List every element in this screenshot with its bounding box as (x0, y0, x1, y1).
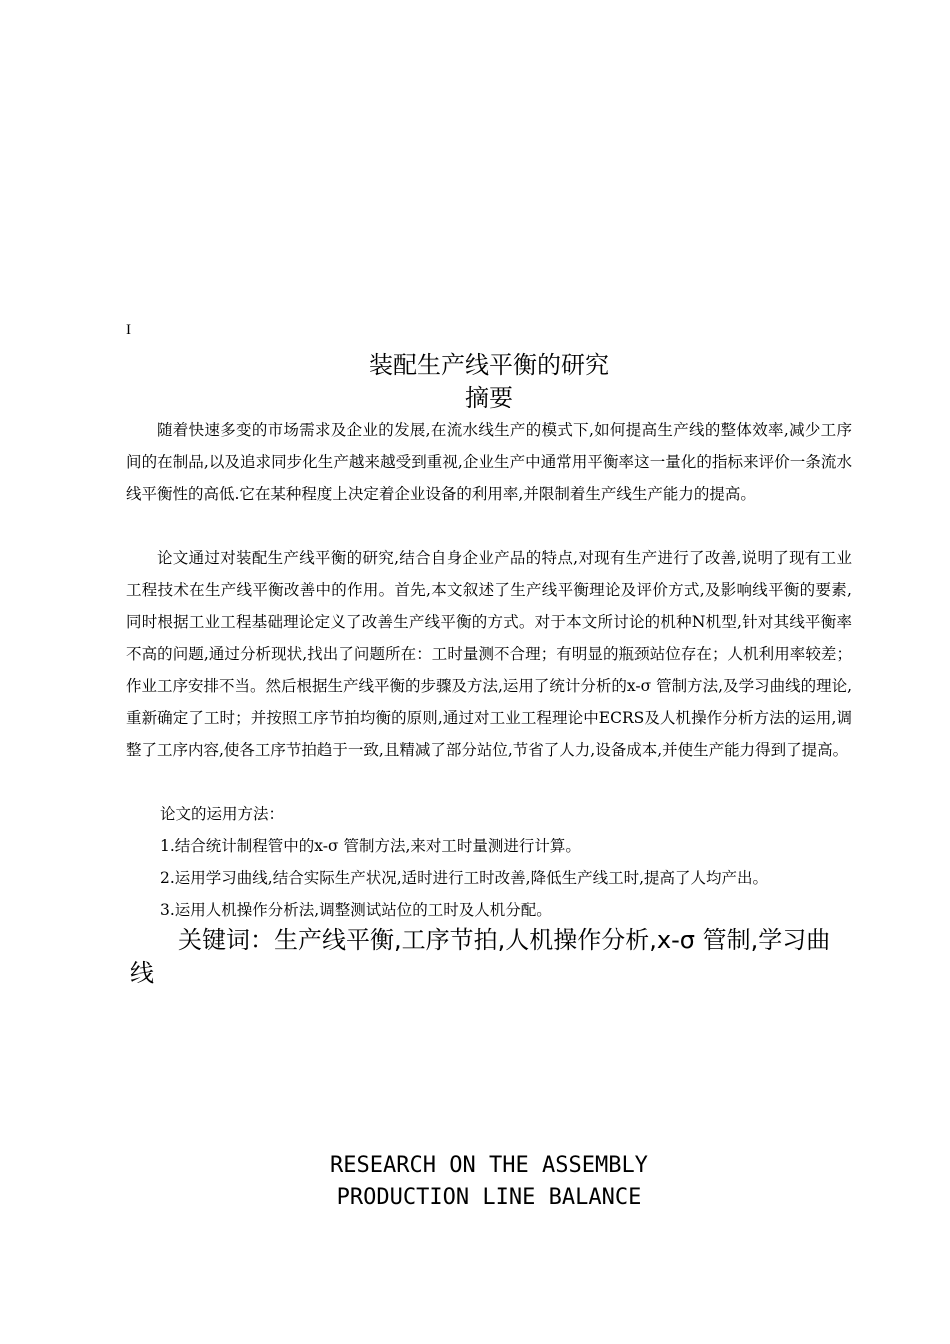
abstract-heading: 摘要 (465, 384, 513, 412)
methods-label: 论文的运用方法： (160, 805, 285, 823)
method-item: 1.结合统计制程管中的x-σ 管制方法,来对工时量测进行计算。 (160, 837, 581, 855)
english-title-line: PRODUCTION LINE BALANCE (336, 1185, 642, 1210)
english-title-line: RESEARCH ON THE ASSEMBLY (330, 1153, 648, 1178)
method-item: 2.运用学习曲线,结合实际生产状况,适时进行工时改善,降低生产线工时,提高了人均产出。 (160, 869, 768, 887)
abstract-paragraph: 随着快速多变的市场需求及企业的发展,在流水线生产的模式下,如何提高生产线的整体效率,减少工序间的在制品,以及追求同步化生产越来越受到重视,企业生产中通常用平衡率这一量化的指标来评价一条流水线平衡性的高低.它在某种程度上决定着企业设备的利用率,并限制着生产线生产能力的提高。 (126, 421, 852, 503)
method-item: 3.运用人机操作分析法,调整测试站位的工时及人机分配。 (160, 901, 552, 919)
english-title (0, 1150, 950, 1214)
keywords: 关键词：生产线平衡,工序节拍,人机操作分析,x-σ 管制,学习曲线 (130, 926, 831, 987)
paper-title: 装配生产线平衡的研究 (369, 351, 609, 379)
page-marker: I (126, 322, 131, 338)
abstract-paragraph: 论文通过对装配生产线平衡的研究,结合自身企业产品的特点,对现有生产进行了改善,说明了现有工业工程技术在生产线平衡改善中的作用。首先,本文叙述了生产线平衡理论及评价方式,及影响线平衡的要素,同时根据工业工程基础理论定义了改善生产线平衡的方式。对于本文所讨论的机种N机型,针对其线平衡率不高的问题,通过分析现状,找出了问题所在：工时量测不合理；有明显的瓶颈站位存在；人机利用率较差；作业工序安排不当。然后根据生产线平衡的步骤及方法,运用了统计分析的x-σ 管制方法,及学习曲线的理论,重新确定了工时；并按照工序节拍均衡的原则,通过对工业工程理论中ECRS及人机操作分析方法的运用,调整了工序内容,使各工序节拍趋于一致,且精减了部分站位,节省了人力,设备成本,并使生产能力得到了提高。 (126, 549, 852, 759)
